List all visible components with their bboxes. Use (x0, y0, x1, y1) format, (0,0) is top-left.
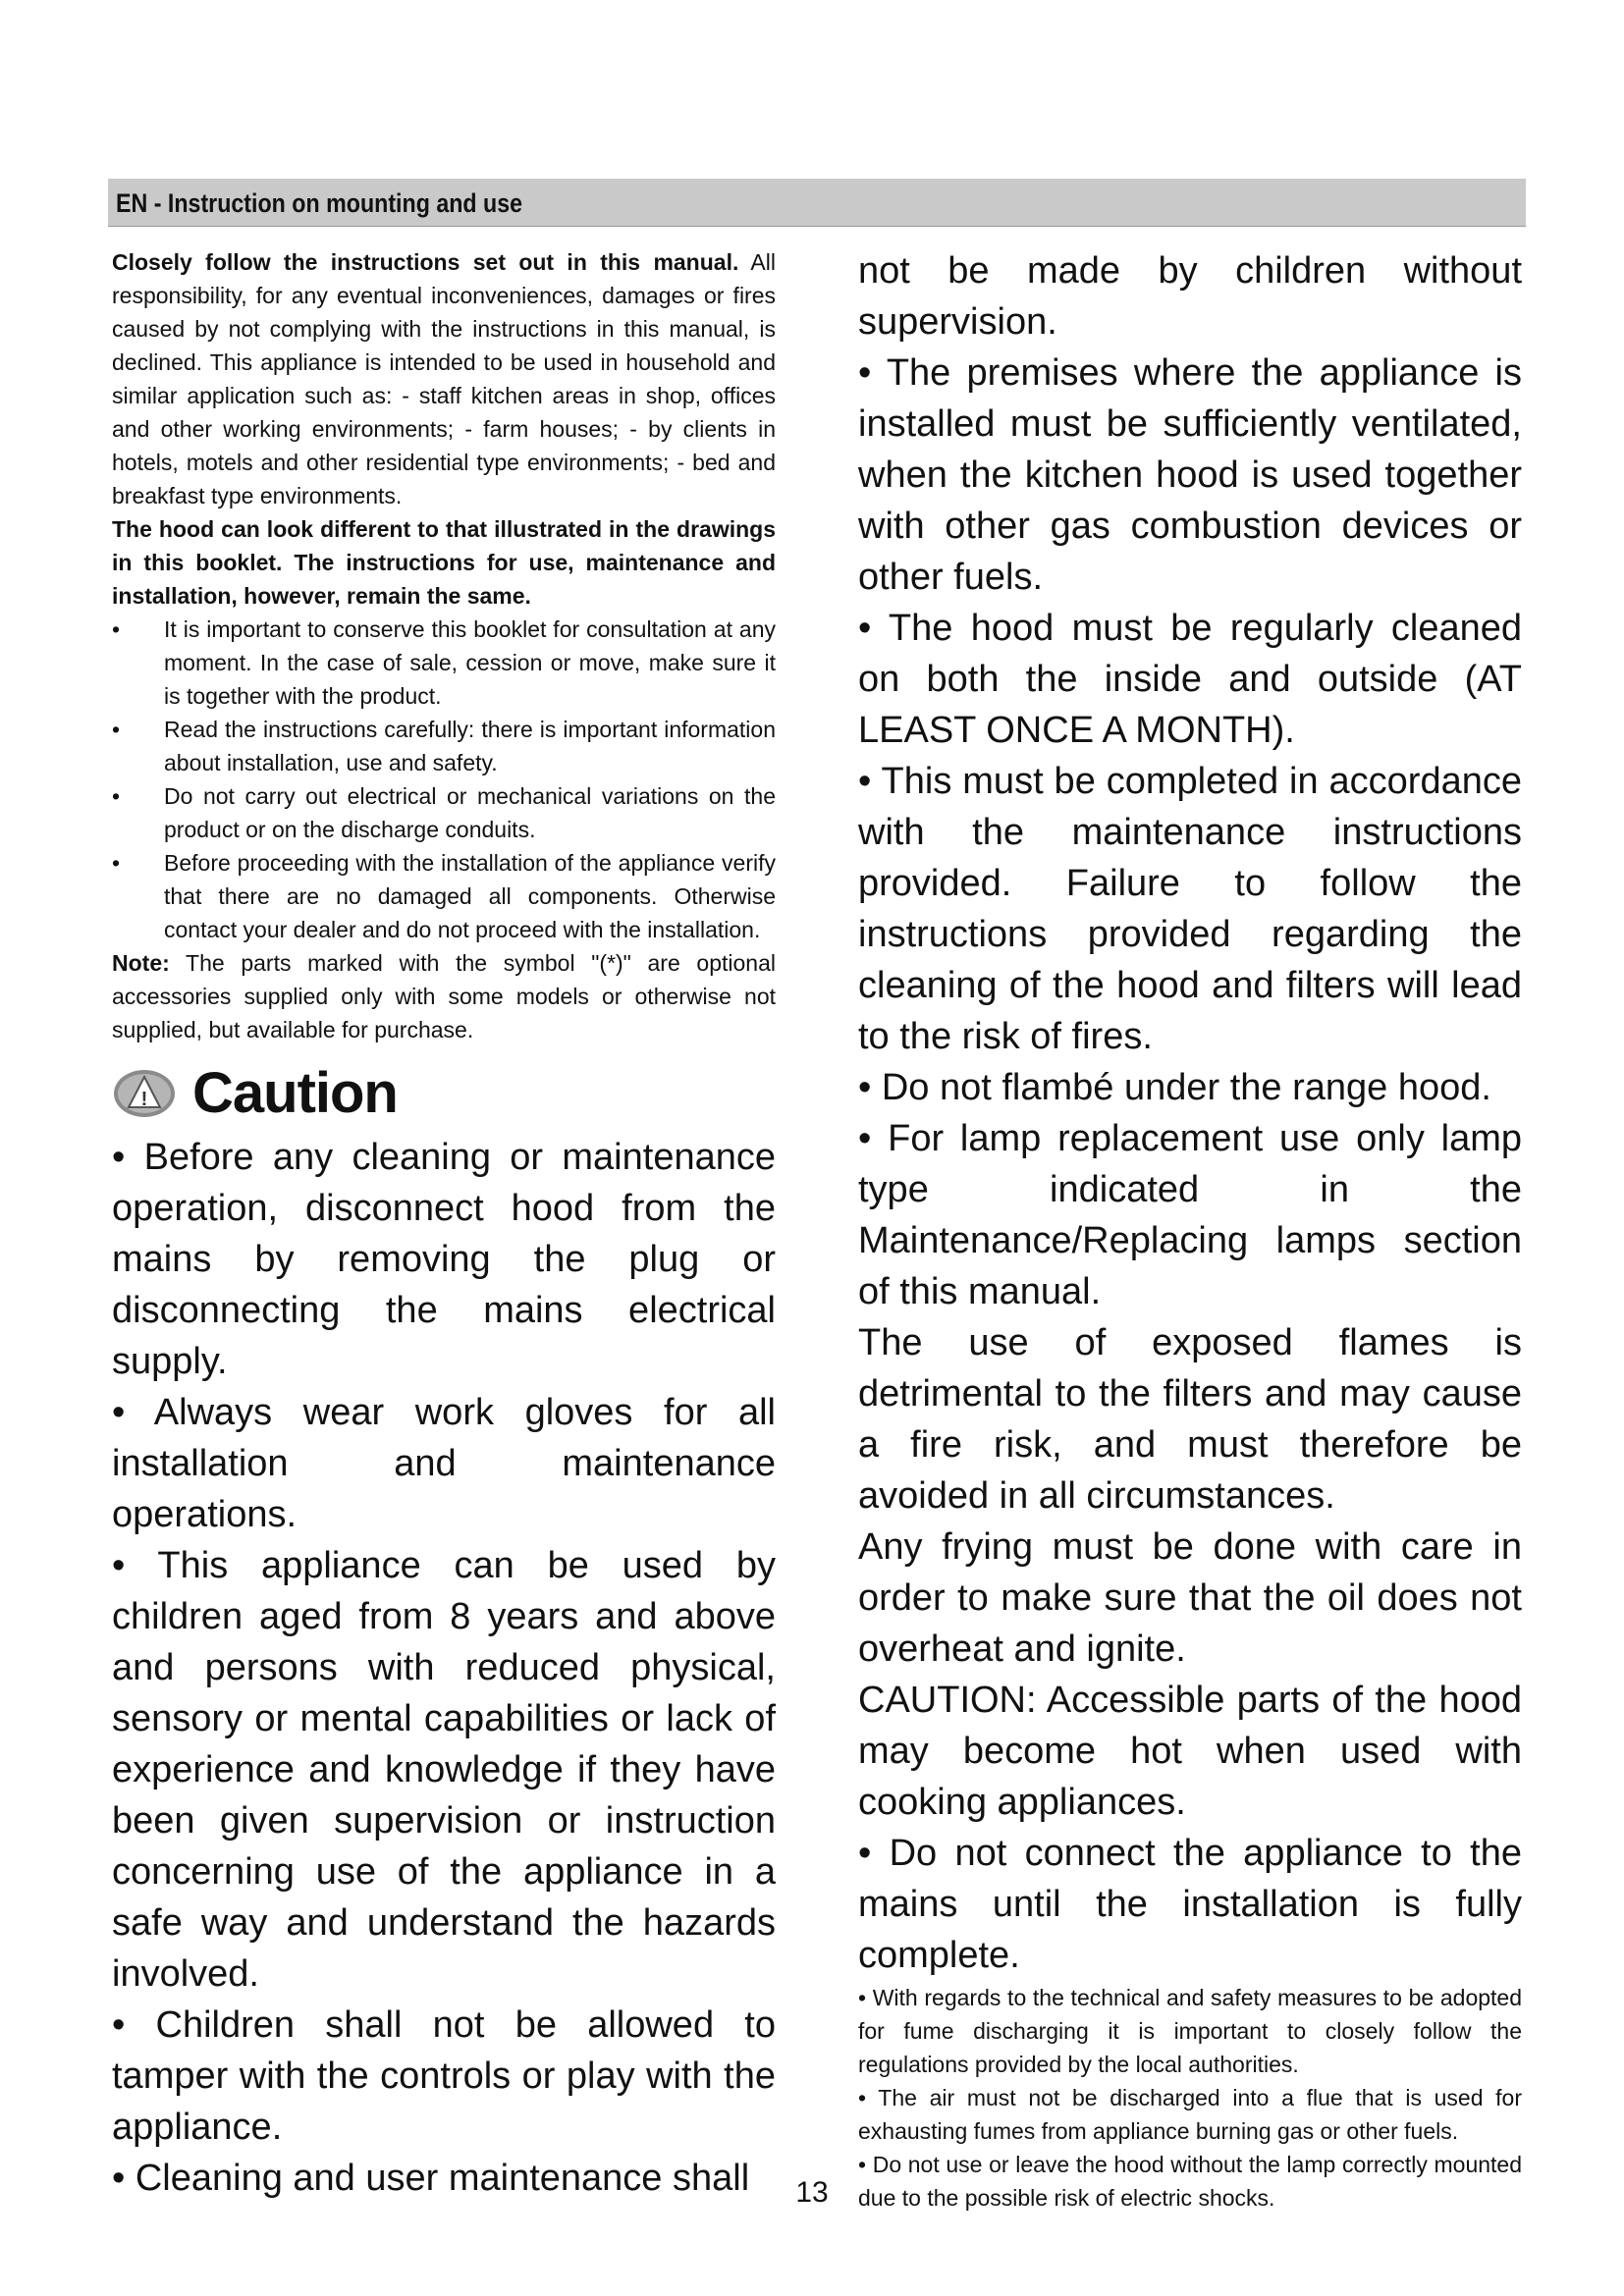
small-paragraph: • The air must not be discharged into a flue that is used for exhausting fumes from appliance burning gas or other fuels. (858, 2085, 1522, 2144)
intro-bullet-text: Read the instructions carefully: there is important information about installation, use and safety. (164, 717, 776, 775)
caution-paragraph: • The premises where the appliance is installed must be sufficiently ventilated, when the kitchen hood is used together with other gas combustion devices or other fuels. (858, 352, 1522, 598)
caution-paragraph: The use of exposed flames is detrimental to the filters and may cause a fire risk, and must therefore be avoided in all circumstances. (858, 1322, 1522, 1517)
intro-bullet-text: It is important to conserve this booklet for consultation at any moment. In the case of sale, cession or move, make sure it is together with the product. (164, 616, 776, 709)
caution-heading (112, 1060, 776, 1126)
warning-icon (112, 1068, 177, 1119)
caution-paragraph: • Before any cleaning or maintenance operation, disconnect hood from the mains by removing the plug or disconnecting the mains electrical supply. (112, 1137, 776, 1382)
bullet-glyph: • (112, 850, 121, 876)
caution-title: Caution (192, 1061, 398, 1125)
page-number: 13 (795, 2176, 829, 2209)
caution-paragraph: • For lamp replacement use only lamp type indicated in the Maintenance/Replacing lamps section of this manual. (858, 1118, 1522, 1312)
note-label: Note: (112, 950, 170, 976)
caution-paragraph: • Cleaning and user maintenance shall (112, 2158, 750, 2199)
left-column (112, 245, 776, 2204)
note-text: The parts marked with the symbol "(*)" are optional accessories supplied only with some models or otherwise not supplied, but available for purchase. (112, 950, 776, 1042)
right-column (858, 245, 1522, 2215)
intro-bullet-text: Before proceeding with the installation of the appliance verify that there are no damaged all components. Otherwise contact your dealer and do not proceed with the installation. (164, 850, 776, 942)
bullet-glyph: • (112, 783, 121, 809)
small-paragraph: • With regards to the technical and safety measures to be adopted for fume discharging it is important to closely follow the regulations provided by the local authorities. (858, 1985, 1522, 2077)
intro-block (112, 245, 776, 1046)
caution-paragraph: • The hood must be regularly cleaned on both the inside and outside (AT LEAST ONCE A MONTH). (858, 608, 1522, 751)
bullet-glyph: • (112, 717, 121, 742)
intro-bullet-text: Do not carry out electrical or mechanical variations on the product or on the discharge conduits. (164, 783, 776, 842)
caution-paragraph: not be made by children without supervision. (858, 250, 1522, 343)
small-paragraph: • Do not use or leave the hood without the lamp correctly mounted due to the possible risk of electric shocks. (858, 2152, 1522, 2211)
bullet-glyph: • (112, 616, 121, 642)
intro-different-note: The hood can look different to that illustrated in the drawings in this booklet. The instructions for use, maintenance and installation, however, remain the same. (112, 516, 776, 609)
section-header-bar (108, 179, 1526, 227)
caution-left-text (112, 1132, 776, 2204)
intro-paragraph (112, 245, 776, 512)
caution-paragraph: • This appliance can be used by children aged from 8 years and above and persons with reduced physical, sensory or mental capabilities or lack of experience and knowledge if they have been given supervision or instruction concerning use of the appliance in a safe way and understand the hazards involved. (112, 1545, 776, 1995)
caution-right-text (858, 245, 1522, 1981)
caution-paragraph: • Do not flambé under the range hood. (858, 1067, 1491, 1108)
intro-bullet-item (112, 779, 776, 846)
intro-lead-text: All responsibility, for any eventual inconveniences, damages or fires caused by not complying with the instructions in this manual, is declined. This appliance is intended to be used in household and similar application such as: - staff kitchen areas in shop, offices and other working environments; - farm houses; - by clients in hotels, motels and other residential type environments; - bed and breakfast type environments. (112, 249, 776, 508)
section-header-title: EN - Instruction on mounting and use (116, 188, 523, 218)
intro-bullet-item (112, 613, 776, 713)
note-paragraph (112, 946, 776, 1046)
caution-paragraph: CAUTION: Accessible parts of the hood may become hot when used with cooking appliances. (858, 1680, 1522, 1823)
caution-paragraph: • Children shall not be allowed to tamper with the controls or play with the appliance. (112, 2004, 776, 2148)
intro-bullet-item (112, 713, 776, 779)
warning-icon-glyph: ! (140, 1088, 148, 1110)
caution-paragraph: • Do not connect the appliance to the mains until the installation is fully complete. (858, 1833, 1522, 1976)
intro-bullet-item (112, 846, 776, 946)
intro-lead-bold: Closely follow the instructions set out in this manual. (112, 249, 739, 275)
caution-paragraph: • This must be completed in accordance with the maintenance instructions provided. Failure to follow the instructions provided regarding the cleaning of the hood and filters will lead to the risk of fires. (858, 761, 1522, 1057)
caution-paragraph: • Always wear work gloves for all installation and maintenance operations. (112, 1392, 776, 1535)
caution-paragraph: Any frying must be done with care in order to make sure that the oil does not overheat and ignite. (858, 1526, 1522, 1670)
